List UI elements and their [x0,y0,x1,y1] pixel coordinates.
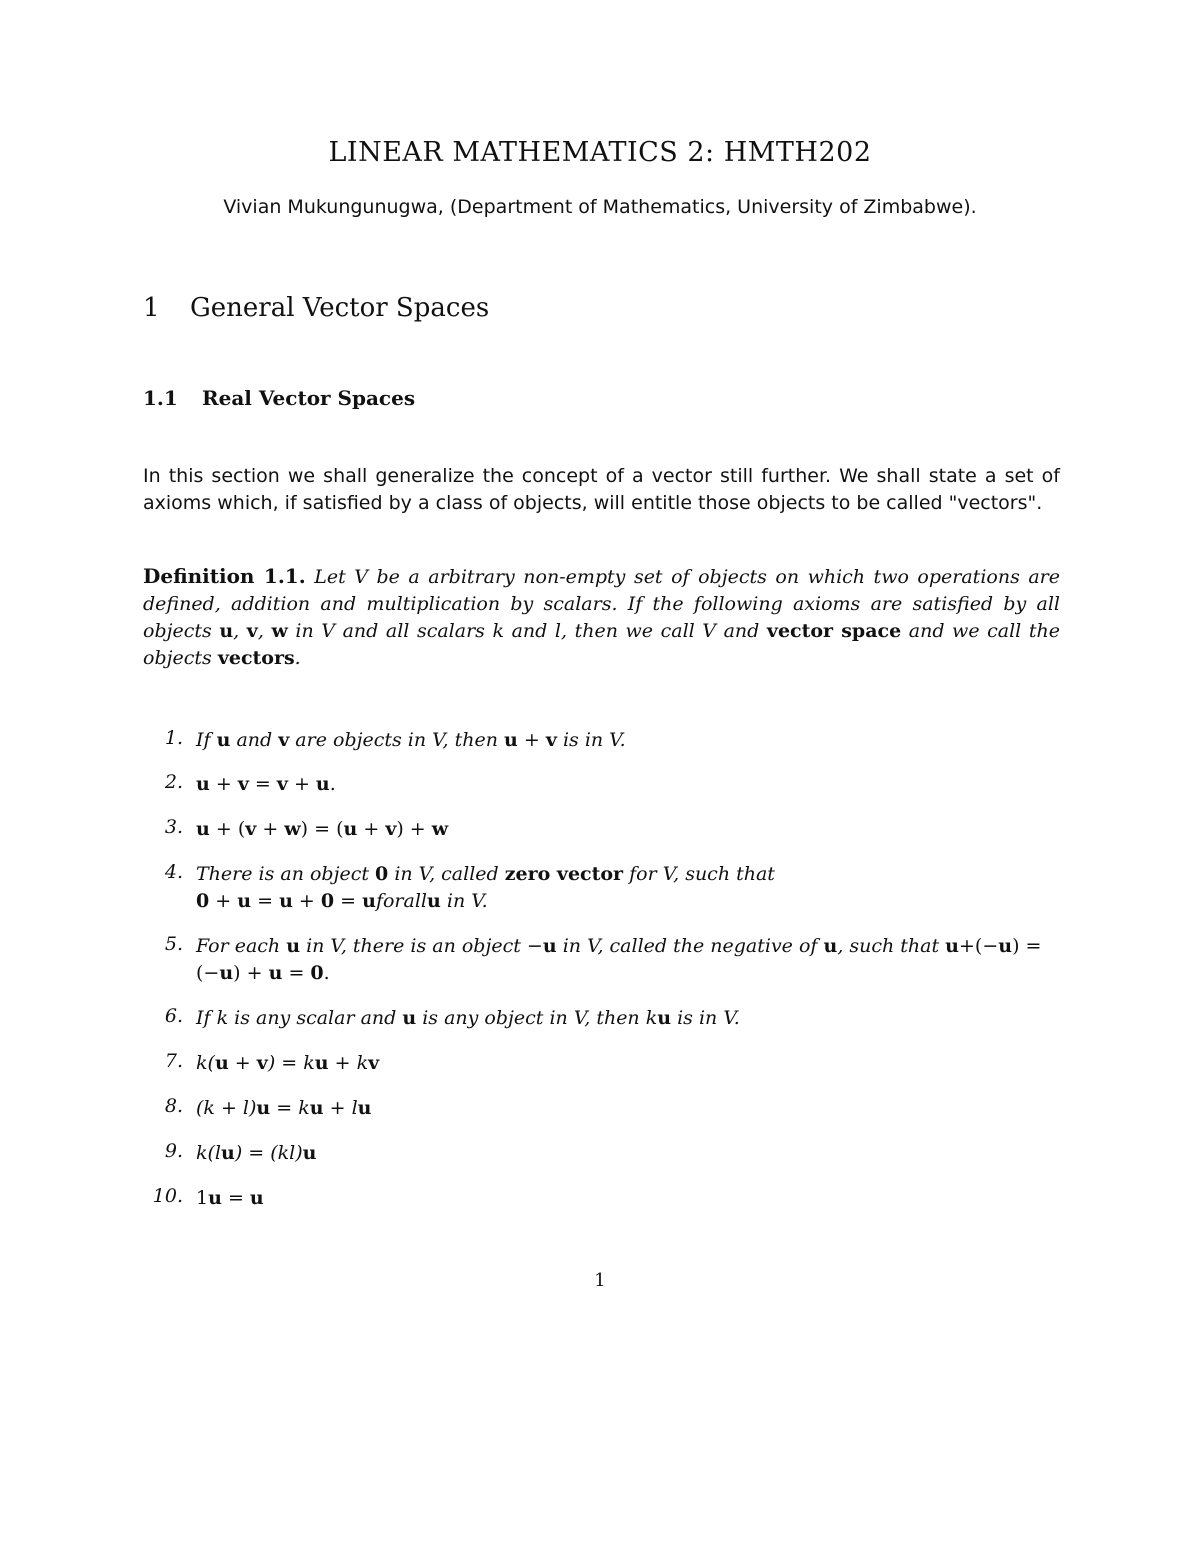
vector-v: v [256,1052,268,1074]
operator: (− [196,962,220,984]
definition-paragraph [143,563,1060,672]
operator: ) + [233,962,269,984]
axiom-text: If k is any scalar and [196,1007,403,1029]
vector-u: u [268,962,283,984]
axiom-3 [196,816,448,843]
axiom-text: ) = k [267,1052,315,1074]
definition-label: Definition 1.1. [143,564,306,588]
vector-u: u [357,1097,372,1119]
axiom-text: k(l [196,1142,222,1164]
definition-text: Let V be a arbitrary non-empty set of objects on which two operations are defined, addition and multiplication by scalars. If the following axioms are satisfied by all objects [143,566,1060,642]
page-number: 1 [594,1270,606,1291]
operator: = [248,773,277,795]
vector-u: u [249,1187,264,1209]
vector-u: u [314,1052,329,1074]
axiom-text: + k [328,1052,369,1074]
operator: ) + [396,818,432,840]
operator: + ( [209,818,246,840]
vector-v: v [276,773,288,795]
vector-u: u [945,935,959,957]
axiom-text: for V, such that [623,863,775,885]
vector-u: u [214,1052,229,1074]
vector-u: u [315,773,330,795]
vector-v: v [245,818,257,840]
axiom-text: is any object in V, then k [416,1007,658,1029]
axiom-number: 9. [164,1140,183,1162]
vector-v: v [237,773,249,795]
axiom-text: and [230,729,279,751]
vector-v: v [385,818,397,840]
definition-text: , [257,620,272,642]
axiom-number: 3. [164,816,183,838]
vector-u: u [362,890,376,912]
axiom-9 [196,1140,317,1167]
axiom-4-line-2 [196,888,488,915]
operator: = [282,962,311,984]
definition-text: in V and all scalars k and l, then we call V and [287,620,767,642]
section-title: General Vector Spaces [190,293,490,323]
axiom-number: 1. [164,727,183,749]
vector-u: u [542,935,557,957]
vector-u: u [402,1007,417,1029]
vector-u: u [279,890,293,912]
axiom-text: is in V. [556,729,626,751]
axiom-text: ) = (kl) [234,1142,303,1164]
vector-u: u [221,1142,235,1164]
vector-u: u [427,890,441,912]
vector-u: u [219,962,234,984]
axiom-text: forall [375,890,427,912]
section-number: 1 [143,293,160,323]
vector-u: u [504,729,518,751]
vector-zero: 0 [196,890,210,912]
vector-u: u [657,1007,672,1029]
axiom-text: 1 [196,1187,209,1209]
axiom-8 [196,1095,372,1122]
vector-u: u [286,935,301,957]
vector-u: u [219,620,234,642]
operator: . [329,773,336,795]
axiom-2 [196,771,336,798]
vector-zero: 0 [375,863,389,885]
axiom-10 [196,1185,264,1212]
axiom-number: 10. [152,1185,183,1207]
vector-zero: 0 [320,890,335,912]
axiom-text: For each [196,935,287,957]
vector-w: w [431,818,449,840]
intro-paragraph: In this section we shall generalize the concept of a vector still further. We shall state a set of axioms which, if satisfied by a class of objects, will entitle those objects to be called "vectors". [143,465,1060,514]
axiom-text: = k [270,1097,310,1119]
vector-v: v [368,1052,380,1074]
term-zero-vector: zero vector [504,863,624,885]
term-vectors: vectors [217,647,295,669]
vector-w: w [284,818,301,840]
axiom-5-line-2 [196,960,330,987]
axiom-text: in V, there is an object − [300,935,543,957]
subsection-title: Real Vector Spaces [202,386,416,410]
axiom-text: are objects in V, then [289,729,505,751]
vector-u: u [823,935,838,957]
subsection-number: 1.1 [143,386,178,410]
axiom-text: in V, called the negative of [556,935,824,957]
vector-v: v [545,729,557,751]
axiom-number: 4. [164,861,183,883]
operator: +(− [959,935,999,957]
vector-v: v [278,729,290,751]
axiom-text: in V. [440,890,488,912]
axiom-number: 7. [164,1050,183,1072]
axiom-number: 2. [164,771,183,793]
definition-text: . [294,647,301,669]
axiom-number: 8. [164,1095,183,1117]
vector-u: u [302,1142,317,1164]
operator: . [323,962,330,984]
vector-w: w [271,620,288,642]
operator: + [256,818,285,840]
operator: + [287,773,316,795]
operator: + [292,890,321,912]
operator: + [517,729,546,751]
axiom-text: There is an object [196,863,376,885]
axiom-text: k( [196,1052,215,1074]
axiom-number: 5. [164,933,183,955]
vector-u: u [237,890,252,912]
vector-u: u [196,773,210,795]
vector-v: v [246,620,258,642]
axiom-text: If [196,729,217,751]
axiom-text: + l [323,1097,358,1119]
vector-u: u [208,1187,222,1209]
axiom-6 [196,1005,740,1032]
operator: = [221,1187,250,1209]
axiom-4-line-1 [196,861,775,888]
axiom-text: , such that [837,935,946,957]
vector-u: u [343,818,358,840]
document-title: LINEAR MATHEMATICS 2: HMTH202 [328,137,872,168]
axiom-text: in V, called [388,863,505,885]
axiom-1 [196,727,626,754]
operator: + [209,773,238,795]
vector-u: u [196,818,210,840]
operator: = [251,890,280,912]
operator: = [334,890,363,912]
operator: + [209,890,238,912]
operator: ) = [1012,935,1042,957]
axiom-7 [196,1050,379,1077]
axiom-5-line-1 [196,933,1041,960]
axiom-number: 6. [164,1005,183,1027]
vector-u: u [998,935,1013,957]
vector-u: u [256,1097,271,1119]
vector-u: u [216,729,231,751]
term-vector-space: vector space [766,620,902,642]
vector-u: u [309,1097,324,1119]
operator: ) = ( [300,818,344,840]
operator: + [357,818,386,840]
axiom-text: (k + l) [196,1097,257,1119]
operator: + [228,1052,257,1074]
vector-zero: 0 [310,962,324,984]
author-line: Vivian Mukungunugwa, (Department of Mathematics, University of Zimbabwe). [223,196,977,218]
definition-text: and we call the objects [143,620,1060,669]
definition-text: , [233,620,247,642]
axiom-text: is in V. [671,1007,740,1029]
